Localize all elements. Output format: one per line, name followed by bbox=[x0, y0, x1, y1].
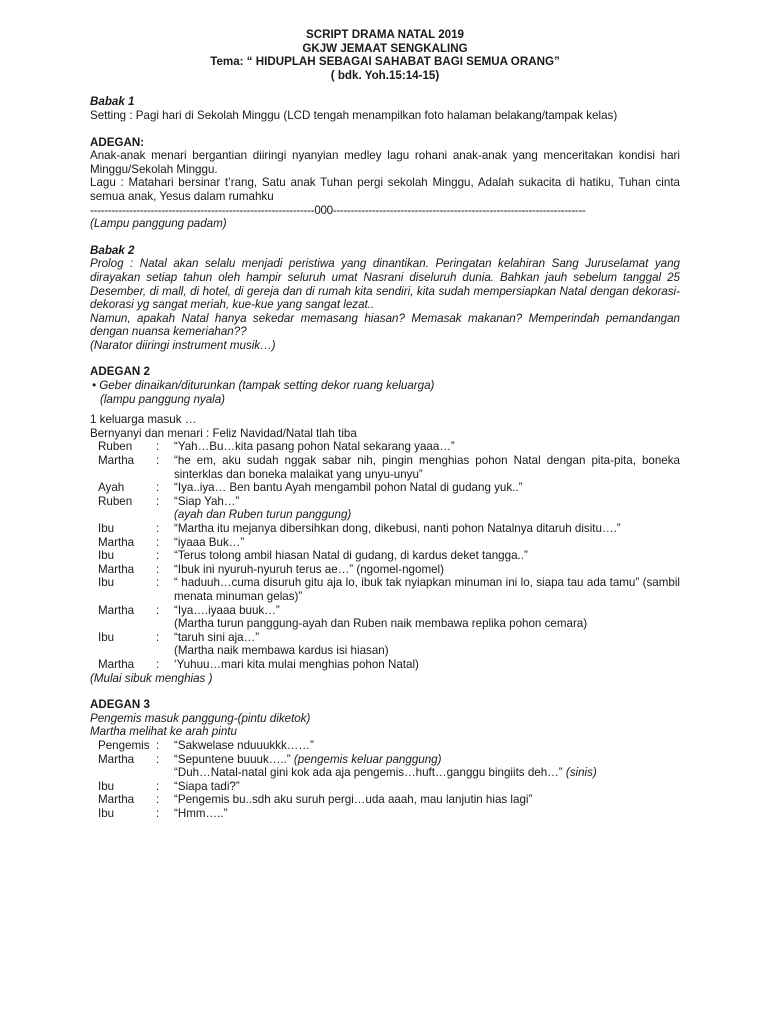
speaker-colon: : bbox=[156, 779, 160, 793]
dialog-text bbox=[174, 576, 680, 603]
section-separator: ---------------------------------------------------------------000----------------------------------------------------------------------- bbox=[90, 203, 586, 217]
adegan-2-dialog bbox=[90, 440, 680, 671]
dialog-text bbox=[174, 658, 680, 672]
dialog-line bbox=[90, 807, 680, 821]
dialog-line bbox=[90, 793, 680, 807]
dialog-text bbox=[174, 536, 680, 550]
dialog-speech: “Hmm…..” bbox=[174, 806, 228, 820]
dialog-text bbox=[174, 739, 680, 753]
dialog-line bbox=[90, 766, 680, 780]
dialog-line bbox=[90, 576, 680, 603]
speaker-colon: : bbox=[156, 454, 160, 468]
dialog-speech: “Yah…Bu…kita pasang pohon Natal sekarang yaaa…” bbox=[174, 440, 455, 454]
speaker-name bbox=[90, 617, 156, 631]
dialog-text bbox=[174, 508, 680, 522]
dialog-speech: “Sakwelase nduuukkk……” bbox=[174, 738, 314, 752]
dialog-text bbox=[174, 780, 680, 794]
speaker-colon: : bbox=[156, 630, 160, 644]
speaker-colon bbox=[156, 644, 174, 658]
dialog-stage-direction: (pengemis keluar panggung) bbox=[293, 752, 442, 766]
dialog-line bbox=[90, 617, 680, 631]
dialog-text bbox=[174, 495, 680, 509]
speaker-colon: : bbox=[156, 522, 160, 535]
adegan-3-heading: ADEGAN 3 bbox=[90, 698, 150, 712]
dialog-line bbox=[90, 508, 680, 522]
speaker-name: Ayah bbox=[98, 481, 125, 495]
speaker-name bbox=[90, 644, 156, 658]
stage-direction-lights-off: (Lampu panggung padam) bbox=[90, 217, 227, 231]
dialog-line bbox=[90, 739, 680, 753]
speaker-colon: : bbox=[156, 440, 160, 454]
speaker-colon: : bbox=[156, 562, 160, 576]
babak-1-heading: Babak 1 bbox=[90, 95, 135, 109]
stage-direction-lights-on: (lampu panggung nyala) bbox=[100, 392, 226, 406]
dialog-speech: “ haduuh…cuma disuruh gitu aja lo, ibuk tak nyiapkan minuman ini lo, siapa tau ada tamu” (sambil menata minuman gelas)” bbox=[174, 576, 680, 603]
narrator-note: (Narator diiringi instrument musik…) bbox=[90, 338, 276, 352]
speaker-name: Martha bbox=[98, 603, 135, 617]
speaker-name bbox=[90, 766, 156, 780]
dialog-text bbox=[174, 766, 680, 780]
adegan-2-heading: ADEGAN 2 bbox=[90, 365, 150, 379]
speaker-name: Martha bbox=[98, 752, 135, 766]
dialog-speech: (Martha turun panggung-ayah dan Ruben naik membawa replika pohon cemara) bbox=[174, 617, 588, 631]
speaker-name: Martha bbox=[98, 657, 135, 671]
dialog-line bbox=[90, 658, 680, 672]
speaker-colon: : bbox=[156, 738, 160, 752]
beggar-enters-note: Pengemis masuk panggung-(pintu diketok) bbox=[90, 711, 311, 725]
dialog-text bbox=[174, 549, 680, 563]
speaker-name bbox=[90, 508, 156, 522]
dialog-text bbox=[174, 807, 680, 821]
dialog-line bbox=[90, 753, 680, 767]
speaker-colon: : bbox=[156, 657, 160, 671]
dialog-line bbox=[90, 481, 680, 495]
speaker-colon: : bbox=[156, 549, 160, 563]
dialog-speech: “Sepuntene buuuk…..” bbox=[174, 752, 294, 766]
dialog-text bbox=[174, 563, 680, 577]
dialog-speech: “Siap Yah…” bbox=[174, 494, 240, 508]
dialog-speech: “he em, aku sudah nggak sabar nih, pingin menghias pohon Natal dengan pita-pita, boneka sinterklas dan boneka malaikat yang unyu-unyu” bbox=[174, 454, 680, 481]
dialog-text bbox=[174, 454, 680, 481]
dialog-text bbox=[174, 617, 680, 631]
speaker-colon: : bbox=[156, 576, 160, 590]
prolog-question: Namun, apakah Natal hanya sekedar memasang hiasan? Memasak makanan? Memperindah pemandangan dengan nuansa kemeriahan?? bbox=[90, 311, 680, 339]
prolog-text: Prolog : Natal akan selalu menjadi peristiwa yang dinantikan. Peringatan kelahiran Sang Juruselamat yang dirayakan setiap tahun oleh hampir seluruh umat Nasrani diseluruh dunia. Bahkan jauh sebelum tanggal 25 Desember, di mall, di hotel, di gereja dan di rumah kita sendiri, kita sudah mempersiapkan Natal dengan dekorasi-dekorasi yg sangat meriah, kue-kue yang sangat lezat.. bbox=[90, 257, 680, 312]
dialog-line bbox=[90, 440, 680, 454]
adegan-3-dialog bbox=[90, 739, 680, 821]
speaker-name: Martha bbox=[98, 793, 135, 807]
speaker-colon: : bbox=[156, 793, 160, 807]
dialog-line bbox=[90, 454, 680, 481]
dialog-line bbox=[90, 522, 680, 536]
speaker-name: Ibu bbox=[98, 576, 115, 590]
script-page bbox=[90, 28, 680, 820]
speaker-colon: : bbox=[156, 481, 160, 495]
dialog-line bbox=[90, 604, 680, 618]
speaker-colon bbox=[156, 766, 174, 780]
speaker-colon: : bbox=[156, 752, 160, 766]
dialog-line bbox=[90, 644, 680, 658]
dialog-text bbox=[174, 440, 680, 454]
dialog-text bbox=[174, 753, 680, 767]
speaker-name: Ibu bbox=[98, 630, 115, 644]
speaker-name: Ruben bbox=[98, 494, 133, 508]
dialog-text bbox=[174, 793, 680, 807]
speaker-name: Ibu bbox=[98, 549, 115, 563]
dialog-line bbox=[90, 549, 680, 563]
bible-reference: ( bdk. Yoh.15:14-15) bbox=[330, 68, 440, 82]
busy-decorating-note: (Mulai sibuk menghias ) bbox=[90, 671, 213, 685]
dialog-line bbox=[90, 495, 680, 509]
speaker-colon bbox=[156, 508, 174, 522]
dialog-speech: “taruh sini aja…” bbox=[174, 630, 260, 644]
dialog-speech: “Siapa tadi?” bbox=[174, 779, 240, 793]
dialog-speech: ‘Yuhuu…mari kita mulai menghias pohon Natal) bbox=[174, 657, 419, 671]
song-list: Lagu : Matahari bersinar t’rang, Satu anak Tuhan pergi sekolah Minggu, Adalah sukacita di hatiku, Tuhan cinta semua anak, Yesus dalam rumahku bbox=[90, 176, 680, 203]
dialog-line bbox=[90, 536, 680, 550]
theme-line: Tema: “ HIDUPLAH SEBAGAI SAHABAT BAGI SEMUA ORANG” bbox=[210, 55, 560, 69]
dialog-speech: “Ibuk ini nyuruh-nyuruh terus ae…” (ngomel-ngomel) bbox=[174, 562, 444, 576]
dialog-line bbox=[90, 563, 680, 577]
dialog-speech: “Martha itu mejanya dibersihkan dong, dikebusi, nanti pohon Natalnya ditaruh disitu….” bbox=[174, 522, 621, 535]
dialog-text bbox=[174, 481, 680, 495]
family-enters-note: 1 keluarga masuk … bbox=[90, 413, 197, 427]
babak-2-heading: Babak 2 bbox=[90, 243, 135, 257]
dialog-stage-direction: (sinis) bbox=[565, 766, 597, 780]
babak-1-setting: Setting : Pagi hari di Sekolah Minggu (LCD tengah menampilkan foto halaman belakang/tampak kelas) bbox=[90, 108, 618, 122]
dialog-speech: “Duh…Natal-natal gini kok ada aja pengemis…huft…ganggu bingiits deh…” bbox=[174, 766, 566, 780]
song-dance-note: Bernyanyi dan menari : Feliz Navidad/Natal tlah tiba bbox=[90, 426, 357, 440]
dialog-speech: “Iya..iya… Ben bantu Ayah mengambil pohon Natal di gudang yuk..” bbox=[174, 481, 523, 495]
title-line-2: GKJW JEMAAT SENGKALING bbox=[302, 41, 468, 55]
speaker-colon: : bbox=[156, 494, 160, 508]
speaker-name: Pengemis bbox=[98, 738, 150, 752]
dialog-text bbox=[174, 522, 680, 536]
speaker-colon: : bbox=[156, 603, 160, 617]
dialog-speech: “Pengemis bu..sdh aku suruh pergi…uda aaah, mau lanjutin hias lagi” bbox=[174, 793, 533, 807]
stage-backdrop-note: • Geber dinaikan/diturunkan (tampak setting dekor ruang keluarga) bbox=[92, 379, 435, 393]
speaker-name: Martha bbox=[98, 454, 135, 468]
martha-looks-note: Martha melihat ke arah pintu bbox=[90, 725, 237, 739]
adegan-heading: ADEGAN: bbox=[90, 135, 145, 149]
speaker-name: Ruben bbox=[98, 440, 133, 454]
speaker-name: Ibu bbox=[98, 806, 115, 820]
dialog-speech: “Terus tolong ambil hiasan Natal di gudang, di kardus deket tangga..” bbox=[174, 549, 528, 563]
dialog-line bbox=[90, 780, 680, 794]
dialog-text bbox=[174, 631, 680, 645]
speaker-name: Ibu bbox=[98, 779, 115, 793]
title-line-1: SCRIPT DRAMA NATAL 2019 bbox=[305, 28, 465, 41]
dialog-speech: (ayah dan Ruben turun panggung) bbox=[174, 508, 352, 522]
speaker-name: Martha bbox=[98, 562, 135, 576]
speaker-colon bbox=[156, 617, 174, 631]
speaker-colon: : bbox=[156, 806, 160, 820]
speaker-name: Martha bbox=[98, 535, 135, 549]
dialog-text bbox=[174, 644, 680, 658]
dialog-line bbox=[90, 631, 680, 645]
dialog-text bbox=[174, 604, 680, 618]
dialog-speech: (Martha naik membawa kardus isi hiasan) bbox=[174, 644, 389, 658]
speaker-colon: : bbox=[156, 535, 160, 549]
dialog-speech: “iyaaa Buk…” bbox=[174, 535, 245, 549]
dialog-speech: “Iya….iyaaa buuk…” bbox=[174, 603, 280, 617]
adegan-description: Anak-anak menari bergantian diiringi nyanyian medley lagu rohani anak-anak yang menceritakan kondisi hari Minggu/Sekolah Minggu. bbox=[90, 149, 680, 176]
speaker-name: Ibu bbox=[98, 522, 115, 535]
